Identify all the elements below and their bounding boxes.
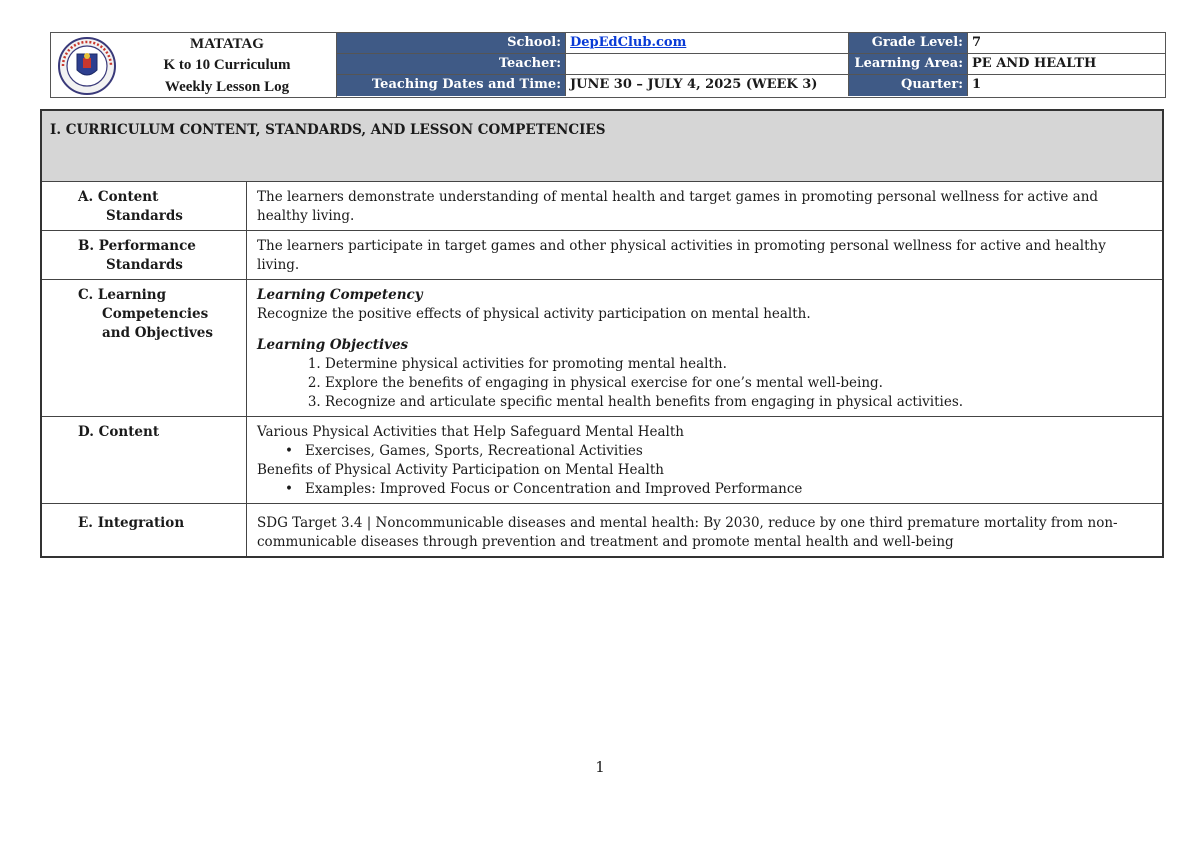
content-list-1	[257, 442, 1152, 461]
page-number: 1	[595, 758, 605, 776]
content-standards-text: The learners demonstrate understanding of mental health and target games in promoting personal wellness for active and healthy living.	[247, 182, 1164, 231]
content-text	[247, 417, 1164, 504]
grade-label: Grade Level:	[848, 33, 967, 54]
area-label: Learning Area:	[848, 54, 967, 75]
area-value: PE AND HEALTH	[967, 54, 1165, 75]
grade-value: 7	[967, 33, 1165, 54]
competency-heading: Learning Competency	[257, 287, 423, 303]
table-row	[41, 182, 1163, 231]
teacher-value	[565, 54, 848, 75]
content-line-benefits: Benefits of Physical Activity Participation on Mental Health	[257, 462, 664, 478]
list-item: 2. Explore the benefits of engaging in physical exercise for one’s mental well-being.	[325, 374, 1152, 393]
performance-standards-label: B. Performance Standards	[41, 231, 247, 280]
school-label: School:	[337, 33, 565, 54]
table-row	[41, 280, 1163, 417]
competency-text: Recognize the positive effects of physical activity participation on mental health.	[257, 306, 811, 322]
dates-label: Teaching Dates and Time:	[337, 75, 565, 96]
brand-title: MATATAG	[190, 36, 264, 52]
list-item: 1. Determine physical activities for promoting mental health.	[325, 355, 1152, 374]
curriculum-table	[40, 109, 1164, 558]
school-value	[565, 33, 848, 54]
brand-subtitle: Weekly Lesson Log	[164, 79, 290, 95]
integration-text: SDG Target 3.4 | Noncommunicable diseases and mental health: By 2030, reduce by one third premature mortality from non-communicable diseases through prevention and treatment and promote mental health and well-being	[247, 504, 1164, 558]
section-title: I. CURRICULUM CONTENT, STANDARDS, AND LESSON COMPETENCIES	[41, 110, 1163, 182]
lesson-log-header	[50, 32, 1166, 98]
brand-block	[51, 33, 337, 97]
integration-label: E. Integration	[41, 504, 247, 558]
content-line-activities: Various Physical Activities that Help Safeguard Mental Health	[257, 424, 684, 440]
dates-value: JUNE 30 – JULY 4, 2025 (WEEK 3)	[565, 75, 848, 96]
content-label: D. Content	[41, 417, 247, 504]
content-standards-label: A. Content Standards	[41, 182, 247, 231]
learning-competencies-label: C. Learning Competencies and Objectives	[41, 280, 247, 417]
table-row	[41, 231, 1163, 280]
performance-standards-text: The learners participate in target games and other physical activities in promoting personal wellness for active and healthy living.	[247, 231, 1164, 280]
list-item: • Exercises, Games, Sports, Recreational Activities	[309, 442, 1152, 461]
school-link[interactable]: DepEdClub.com	[570, 35, 687, 50]
objectives-heading: Learning Objectives	[257, 337, 409, 353]
learning-competencies-text	[247, 280, 1164, 417]
quarter-value: 1	[967, 75, 1165, 96]
list-item: 3. Recognize and articulate specific mental health benefits from engaging in physical activities.	[325, 393, 1152, 412]
objectives-list	[257, 355, 1152, 412]
quarter-label: Quarter:	[848, 75, 967, 96]
deped-seal-icon	[57, 36, 117, 96]
table-row	[41, 417, 1163, 504]
list-item: • Examples: Improved Focus or Concentration and Improved Performance	[309, 480, 1152, 499]
brand-curriculum: K to 10 Curriculum	[163, 57, 291, 73]
content-list-2	[257, 480, 1152, 499]
table-row	[41, 504, 1163, 558]
teacher-label: Teacher:	[337, 54, 565, 75]
